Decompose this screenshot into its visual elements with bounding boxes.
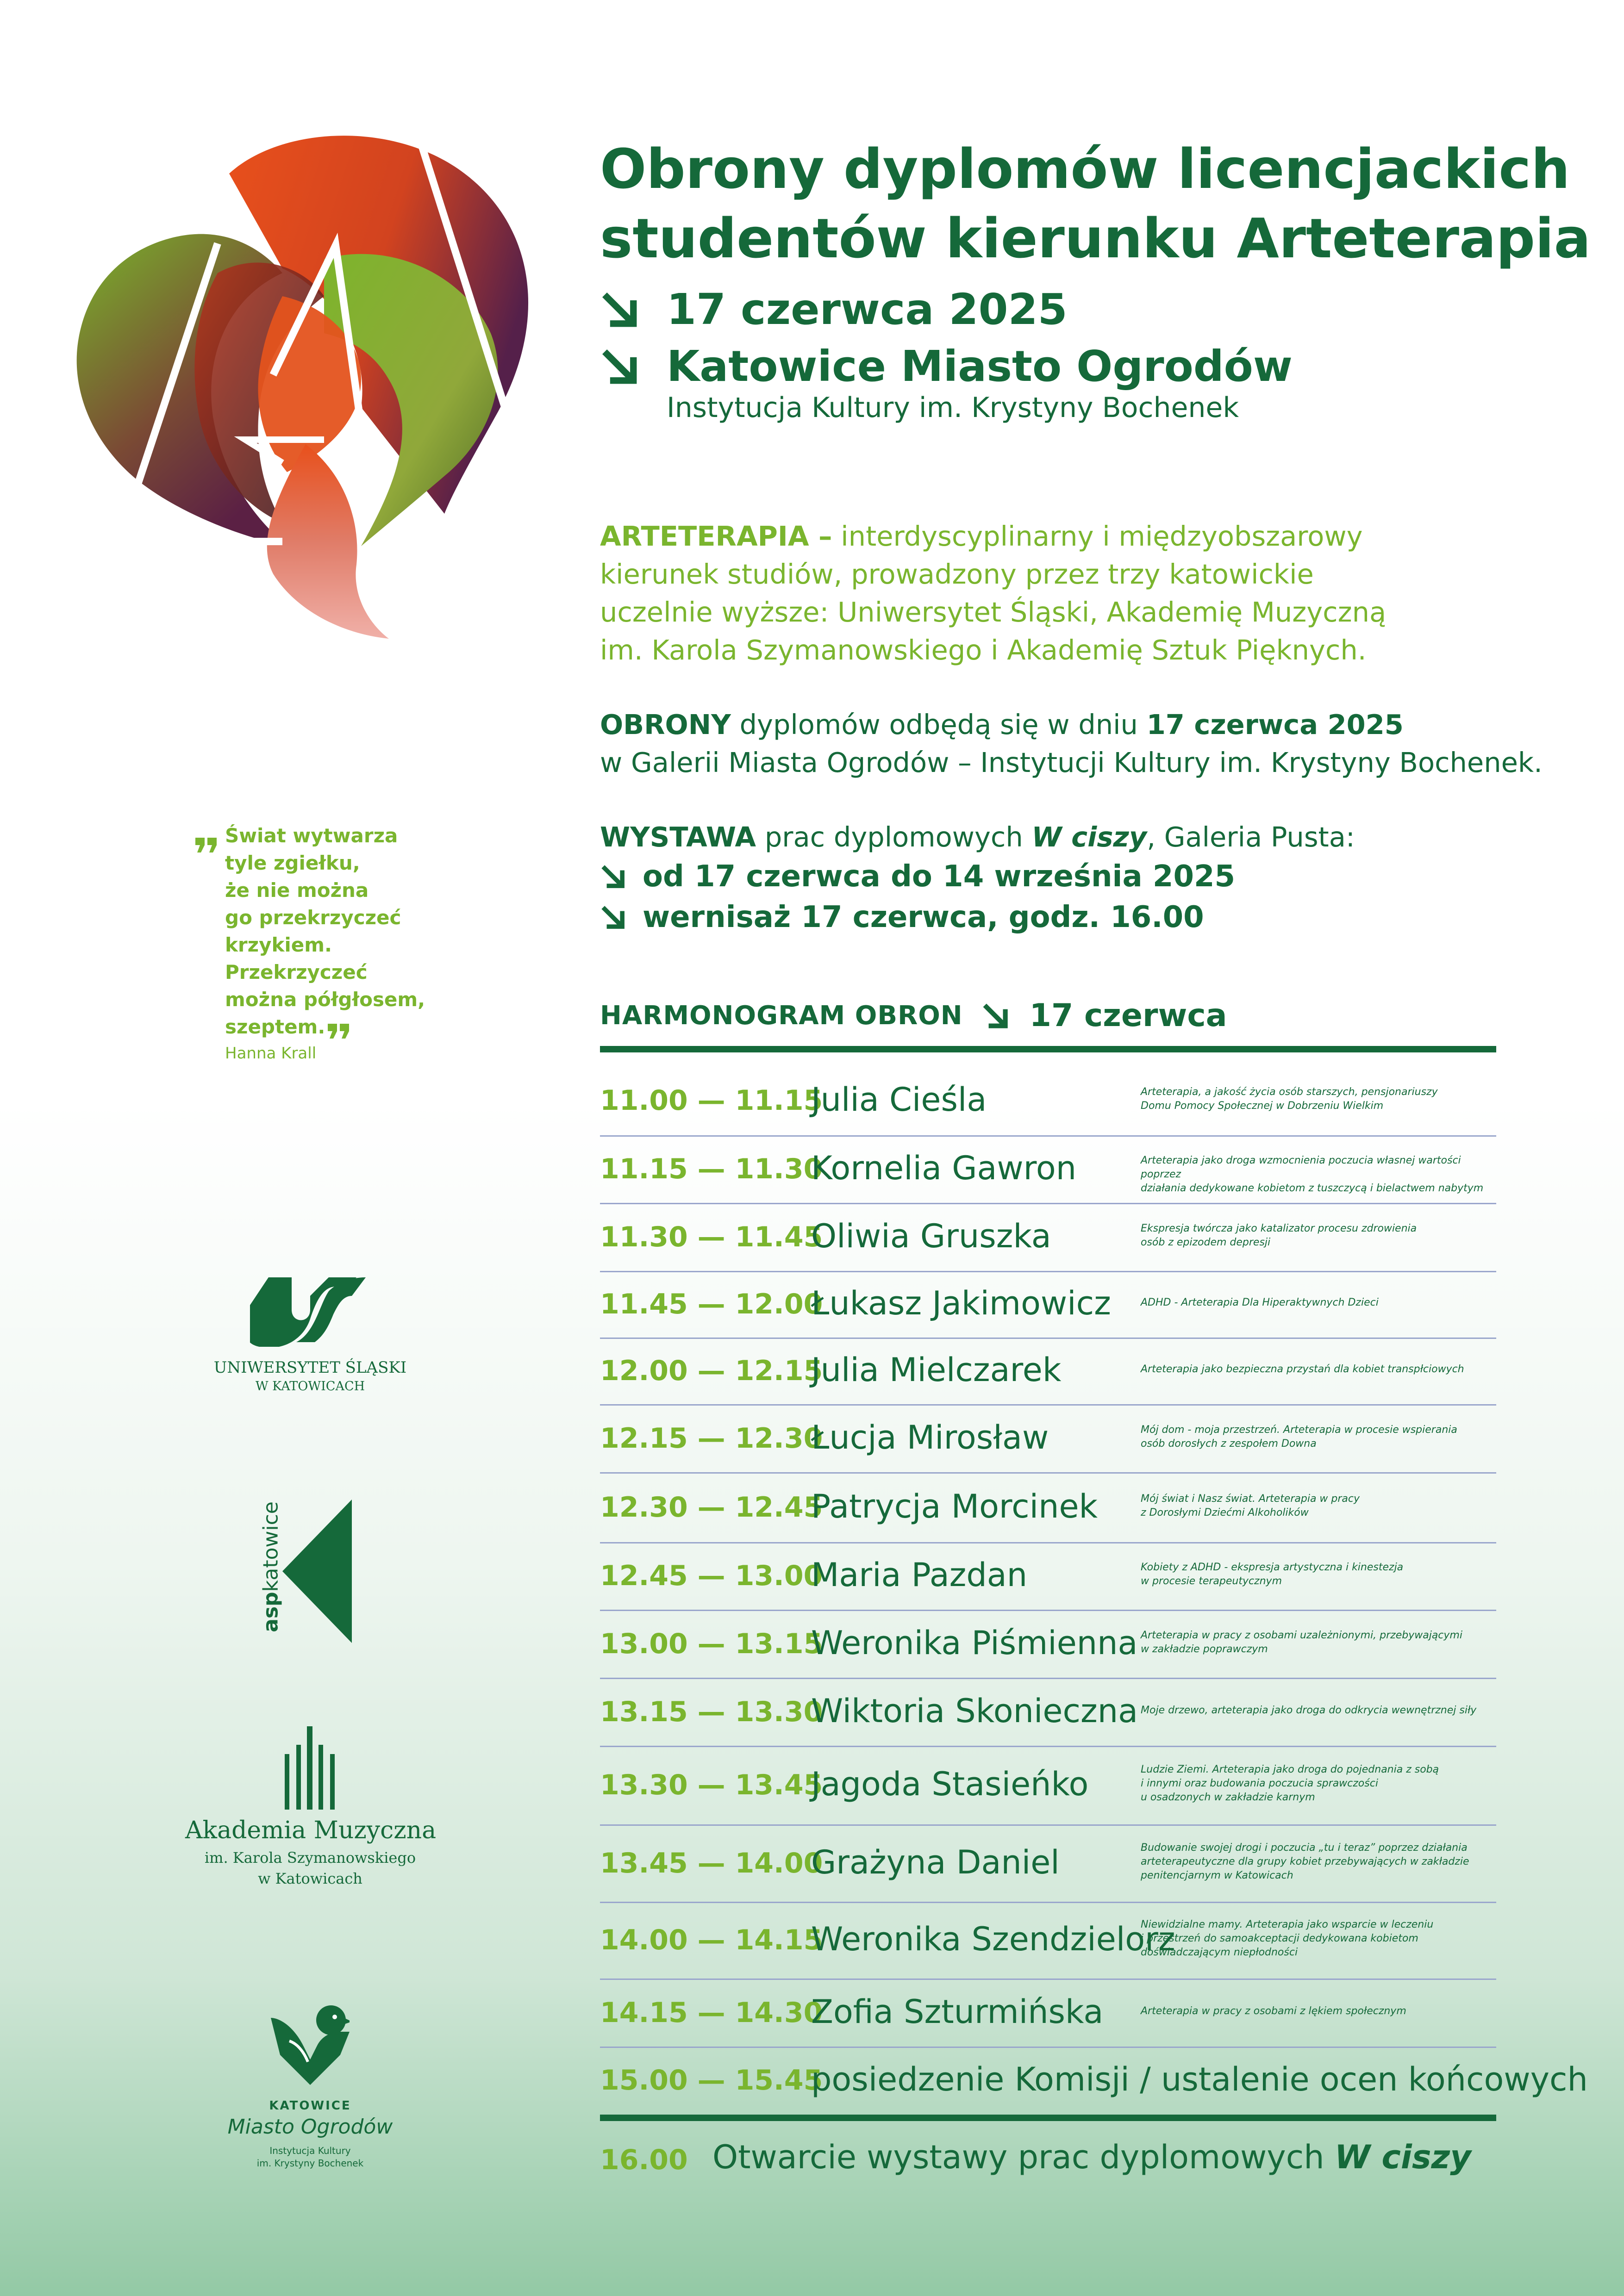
schedule-description xyxy=(1141,1222,1493,1250)
schedule-time: 11.00 — 11.15 xyxy=(600,1084,823,1117)
description-line: Arteterapia w pracy z osobami z lękiem społecznym xyxy=(1141,2005,1406,2017)
description-line: Mój dom - moja przestrzeń. Arteterapia w procesie wspierania xyxy=(1141,1424,1457,1436)
schedule-name: Julia Mielczarek xyxy=(811,1351,1062,1389)
schedule-row xyxy=(600,1272,1496,1339)
schedule-description xyxy=(1141,1629,1493,1656)
schedule-time: 15.00 — 15.45 xyxy=(600,2064,823,2097)
schedule-row xyxy=(600,1406,1496,1474)
schedule-name: Jagoda Stasieńko xyxy=(811,1765,1089,1803)
schedule-row xyxy=(600,1474,1496,1543)
schedule-description xyxy=(1141,1763,1493,1804)
close-quote-icon xyxy=(327,1022,351,1040)
schedule-time: 13.00 — 13.15 xyxy=(600,1627,823,1660)
quote-line: że nie można xyxy=(225,879,369,902)
schedule-row xyxy=(600,1543,1496,1611)
us-emblem-icon xyxy=(250,1263,370,1347)
description-line: osób z epizodem depresji xyxy=(1141,1236,1271,1248)
schedule-row xyxy=(600,1339,1496,1406)
defense-paragraph xyxy=(600,706,1595,782)
description-line: doświadczającym niepłodności xyxy=(1141,1947,1298,1958)
final-event xyxy=(600,2138,1507,2184)
schedule-time: 13.45 — 14.00 xyxy=(600,1847,823,1879)
quote-line: można półgłosem, xyxy=(225,988,425,1011)
description-line: i innymi oraz budowania poczucia sprawczości xyxy=(1141,1778,1378,1789)
final-time: 16.00 xyxy=(600,2144,688,2176)
schedule-row xyxy=(600,1903,1496,1980)
quote-line: krzykiem. xyxy=(225,933,332,956)
arteterapia-logo xyxy=(65,120,556,653)
quote-line: Przekrzyczeć xyxy=(225,961,368,983)
kmo-city: KATOWICE xyxy=(269,2099,351,2113)
us-city: W KATOWICACH xyxy=(255,1379,365,1394)
schedule-time: 13.15 — 13.30 xyxy=(600,1695,823,1728)
description-line: Arteterapia w pracy z osobami uzależnionymi, przebywającymi xyxy=(1141,1629,1462,1641)
description-line: Arteterapia jako droga wzmocnienia poczucia własnej wartości poprzez xyxy=(1141,1155,1461,1180)
exhibit-tail: , Galeria Pusta: xyxy=(1147,821,1355,853)
event-venue: Katowice Miasto Ogrodów xyxy=(667,342,1293,391)
description-line: osób dorosłych z zespołem Downa xyxy=(1141,1437,1317,1450)
schedule-row xyxy=(600,1204,1496,1272)
am-name: Akademia Muzyczna xyxy=(185,1817,437,1844)
schedule-name: Zofia Szturmińska xyxy=(811,1992,1104,2031)
exhibit-vernissage: wernisaż 17 czerwca, godz. 16.00 xyxy=(643,900,1204,934)
quote-line: szeptem. xyxy=(225,1015,325,1038)
description-line: i przestrzeń do samoakceptacji dedykowana kobietom xyxy=(1141,1933,1418,1944)
exhibit-paragraph xyxy=(600,818,1595,938)
exhibit-dates: od 17 czerwca do 14 września 2025 xyxy=(643,859,1236,894)
description-line: Mój świat i Nasz świat. Arteterapia w pracy xyxy=(1141,1493,1360,1505)
description-line: Budowanie swojej drogi i poczucia „tu i teraz” poprzez działania xyxy=(1141,1842,1468,1854)
venue-line xyxy=(600,342,1293,391)
about-line-3: uczelnie wyższe: Uniwersytet Śląski, Akademię Muzyczną xyxy=(600,596,1387,628)
asp-bold: asp xyxy=(259,1592,283,1632)
exhibit-mid: prac dyplomowych xyxy=(756,821,1032,853)
schedule-name: Weronika Szendzielorz xyxy=(811,1920,1175,1958)
logo-katowice-miasto-ogrodow xyxy=(204,2004,417,2175)
description-line: arteterapeutyczne dla grupy kobiet przebywających w zakładzie xyxy=(1141,1855,1469,1867)
description-line: Ekspresja twórcza jako katalizator procesu zdrowienia xyxy=(1141,1222,1417,1234)
schedule-row xyxy=(600,1611,1496,1679)
kmo-patron: im. Krystyny Bochenek xyxy=(256,2158,364,2169)
schedule-time: 11.30 — 11.45 xyxy=(600,1220,823,1253)
schedule-name: Patrycja Morcinek xyxy=(811,1487,1098,1525)
schedule-row xyxy=(600,1980,1496,2048)
schedule-name: Grażyna Daniel xyxy=(811,1843,1060,1881)
schedule-name: Łucja Mirosław xyxy=(811,1418,1049,1456)
schedule-time: 12.15 — 12.30 xyxy=(600,1422,823,1455)
description-line: u osadzonych w zakładzie karnym xyxy=(1141,1792,1315,1803)
exhibit-lead: WYSTAWA xyxy=(600,821,756,853)
open-quote-icon xyxy=(194,836,219,854)
schedule-description xyxy=(1141,1918,1493,1960)
schedule-time: 12.45 — 13.00 xyxy=(600,1560,823,1592)
asp-regular: katowice xyxy=(259,1501,283,1592)
final-title: W ciszy xyxy=(1334,2138,1471,2176)
logo-uniwersytet-slaski xyxy=(204,1263,417,1402)
arrow-down-right-icon xyxy=(600,290,639,329)
quote-author: Hanna Krall xyxy=(225,1044,317,1063)
schedule-time: 12.00 — 12.15 xyxy=(600,1355,823,1387)
schedule-bottom-rule xyxy=(600,2115,1496,2121)
description-line: penitencjarnym w Katowicach xyxy=(1141,1869,1293,1881)
schedule-date: 17 czerwca xyxy=(1029,997,1227,1034)
exhibit-title: W ciszy xyxy=(1031,821,1147,853)
schedule-row xyxy=(600,1826,1496,1903)
schedule-description xyxy=(1141,1085,1493,1113)
about-line-4: im. Karola Szymanowskiego i Akademię Sztuk Pięknych. xyxy=(600,634,1367,666)
schedule-time: 13.30 — 13.45 xyxy=(600,1769,823,1801)
description-line: w zakładzie poprawczym xyxy=(1141,1643,1268,1655)
description-line: z Dorosłymi Dziećmi Alkoholików xyxy=(1141,1506,1309,1518)
date-line xyxy=(600,285,1068,334)
schedule-description xyxy=(1141,1363,1493,1376)
defense-mid: dyplomów odbędą się w dniu xyxy=(731,709,1147,740)
exhibit-item xyxy=(600,856,1595,897)
schedule-description xyxy=(1141,1704,1493,1717)
schedule-description xyxy=(1141,1296,1493,1310)
schedule-name: Kornelia Gawron xyxy=(811,1149,1077,1187)
about-line-1: interdyscyplinarny i międzyobszarowy xyxy=(832,520,1363,552)
kmo-bird-icon xyxy=(271,2004,350,2087)
am-city: w Katowicach xyxy=(258,1870,362,1887)
description-line: Moje drzewo, arteterapia jako droga do odkrycia wewnętrznej siły xyxy=(1141,1704,1477,1716)
title-line-2: studentów kierunku Arteterapia xyxy=(600,206,1591,270)
logo-akademia-muzyczna xyxy=(185,1726,435,1898)
schedule-time: 11.45 — 12.00 xyxy=(600,1288,823,1320)
about-paragraph xyxy=(600,517,1572,669)
schedule-description xyxy=(1141,1841,1493,1883)
exhibit-item xyxy=(600,897,1595,938)
schedule-description xyxy=(1141,1423,1493,1451)
schedule-heading xyxy=(600,997,1227,1034)
schedule-row xyxy=(600,1679,1496,1747)
defense-line-2: w Galerii Miasta Ogrodów – Instytucji Kultury im. Krystyny Bochenek. xyxy=(600,747,1543,778)
schedule-time: 11.15 — 11.30 xyxy=(600,1153,823,1185)
title-line-1: Obrony dyplomów licencjackich xyxy=(600,137,1570,201)
description-line: Niewidzialne mamy. Arteterapia jako wsparcie w leczeniu xyxy=(1141,1919,1434,1930)
quote-text xyxy=(225,822,425,1040)
am-patron: im. Karola Szymanowskiego xyxy=(204,1849,416,1867)
schedule-name: posiedzenie Komisji / ustalenie ocen końcowych xyxy=(811,2060,1588,2098)
quote-line: tyle zgiełku, xyxy=(225,852,360,874)
schedule-description xyxy=(1141,1154,1493,1195)
schedule-description xyxy=(1141,1561,1493,1588)
arrow-down-right-icon xyxy=(981,1002,1009,1030)
arrow-down-right-icon xyxy=(600,864,626,890)
asp-triangle-icon xyxy=(282,1500,358,1643)
am-organ-pipes-icon xyxy=(280,1726,340,1810)
schedule-time: 14.00 — 14.15 xyxy=(600,1924,823,1956)
defense-lead: OBRONY xyxy=(600,709,731,740)
schedule-title: HARMONOGRAM OBRON xyxy=(600,1001,963,1031)
schedule-row xyxy=(600,1747,1496,1826)
schedule-top-rule xyxy=(600,1046,1496,1052)
event-date: 17 czerwca 2025 xyxy=(667,285,1068,334)
description-line: Kobiety z ADHD - ekspresja artystyczna i kinestezja xyxy=(1141,1562,1404,1573)
arrow-down-right-icon xyxy=(600,347,639,386)
schedule-row xyxy=(600,2048,1588,2115)
venue-subtitle: Instytucja Kultury im. Krystyny Bochenek xyxy=(667,392,1239,424)
schedule-name: Łukasz Jakimowicz xyxy=(811,1284,1111,1322)
kmo-institution: Instytucja Kultury xyxy=(269,2145,351,2156)
final-text: Otwarcie wystawy prac dyplomowych xyxy=(712,2138,1335,2176)
schedule-time: 12.30 — 12.45 xyxy=(600,1491,823,1524)
about-line-2: kierunek studiów, prowadzony przez trzy katowickie xyxy=(600,558,1314,590)
schedule-name: Julia Cieśla xyxy=(811,1080,987,1119)
description-line: w procesie terapeutycznym xyxy=(1141,1575,1282,1587)
description-line: Ludzie Ziemi. Arteterapia jako droga do pojednania z sobą xyxy=(1141,1764,1439,1775)
description-line: ADHD - Arteterapia Dla Hiperaktywnych Dzieci xyxy=(1141,1297,1379,1308)
schedule-name: Oliwia Gruszka xyxy=(811,1217,1051,1255)
schedule-time: 14.15 — 14.30 xyxy=(600,1996,823,2029)
schedule-row xyxy=(600,1137,1496,1204)
schedule-name: Wiktoria Skonieczna xyxy=(811,1692,1138,1730)
us-name: UNIWERSYTET ŚLĄSKI xyxy=(213,1358,407,1377)
logo-asp-katowice xyxy=(250,1500,361,1643)
description-line: Domu Pomocy Społecznej w Dobrzeniu Wielkim xyxy=(1141,1100,1384,1112)
about-lead: ARTETERAPIA – xyxy=(600,520,832,552)
kmo-name: Miasto Ogrodów xyxy=(227,2115,393,2139)
arrow-down-right-icon xyxy=(600,904,626,930)
schedule-row xyxy=(600,1067,1496,1137)
description-line: Arteterapia, a jakość życia osób starszych, pensjonariuszy xyxy=(1141,1086,1438,1098)
quote-line: go przekrzyczeć xyxy=(225,906,401,929)
quote-line: Świat wytwarza xyxy=(225,824,398,847)
schedule-name: Weronika Piśmienna xyxy=(811,1624,1138,1662)
schedule-description xyxy=(1141,1492,1493,1520)
schedule-description xyxy=(1141,2004,1493,2018)
description-line: Arteterapia jako bezpieczna przystań dla kobiet transpłciowych xyxy=(1141,1363,1464,1375)
description-line: działania dedykowane kobietom z tuszczycą i bielactwem nabytym xyxy=(1141,1182,1484,1194)
defense-date: 17 czerwca 2025 xyxy=(1146,709,1404,740)
schedule-name: Maria Pazdan xyxy=(811,1556,1028,1594)
page-title xyxy=(600,134,1591,273)
